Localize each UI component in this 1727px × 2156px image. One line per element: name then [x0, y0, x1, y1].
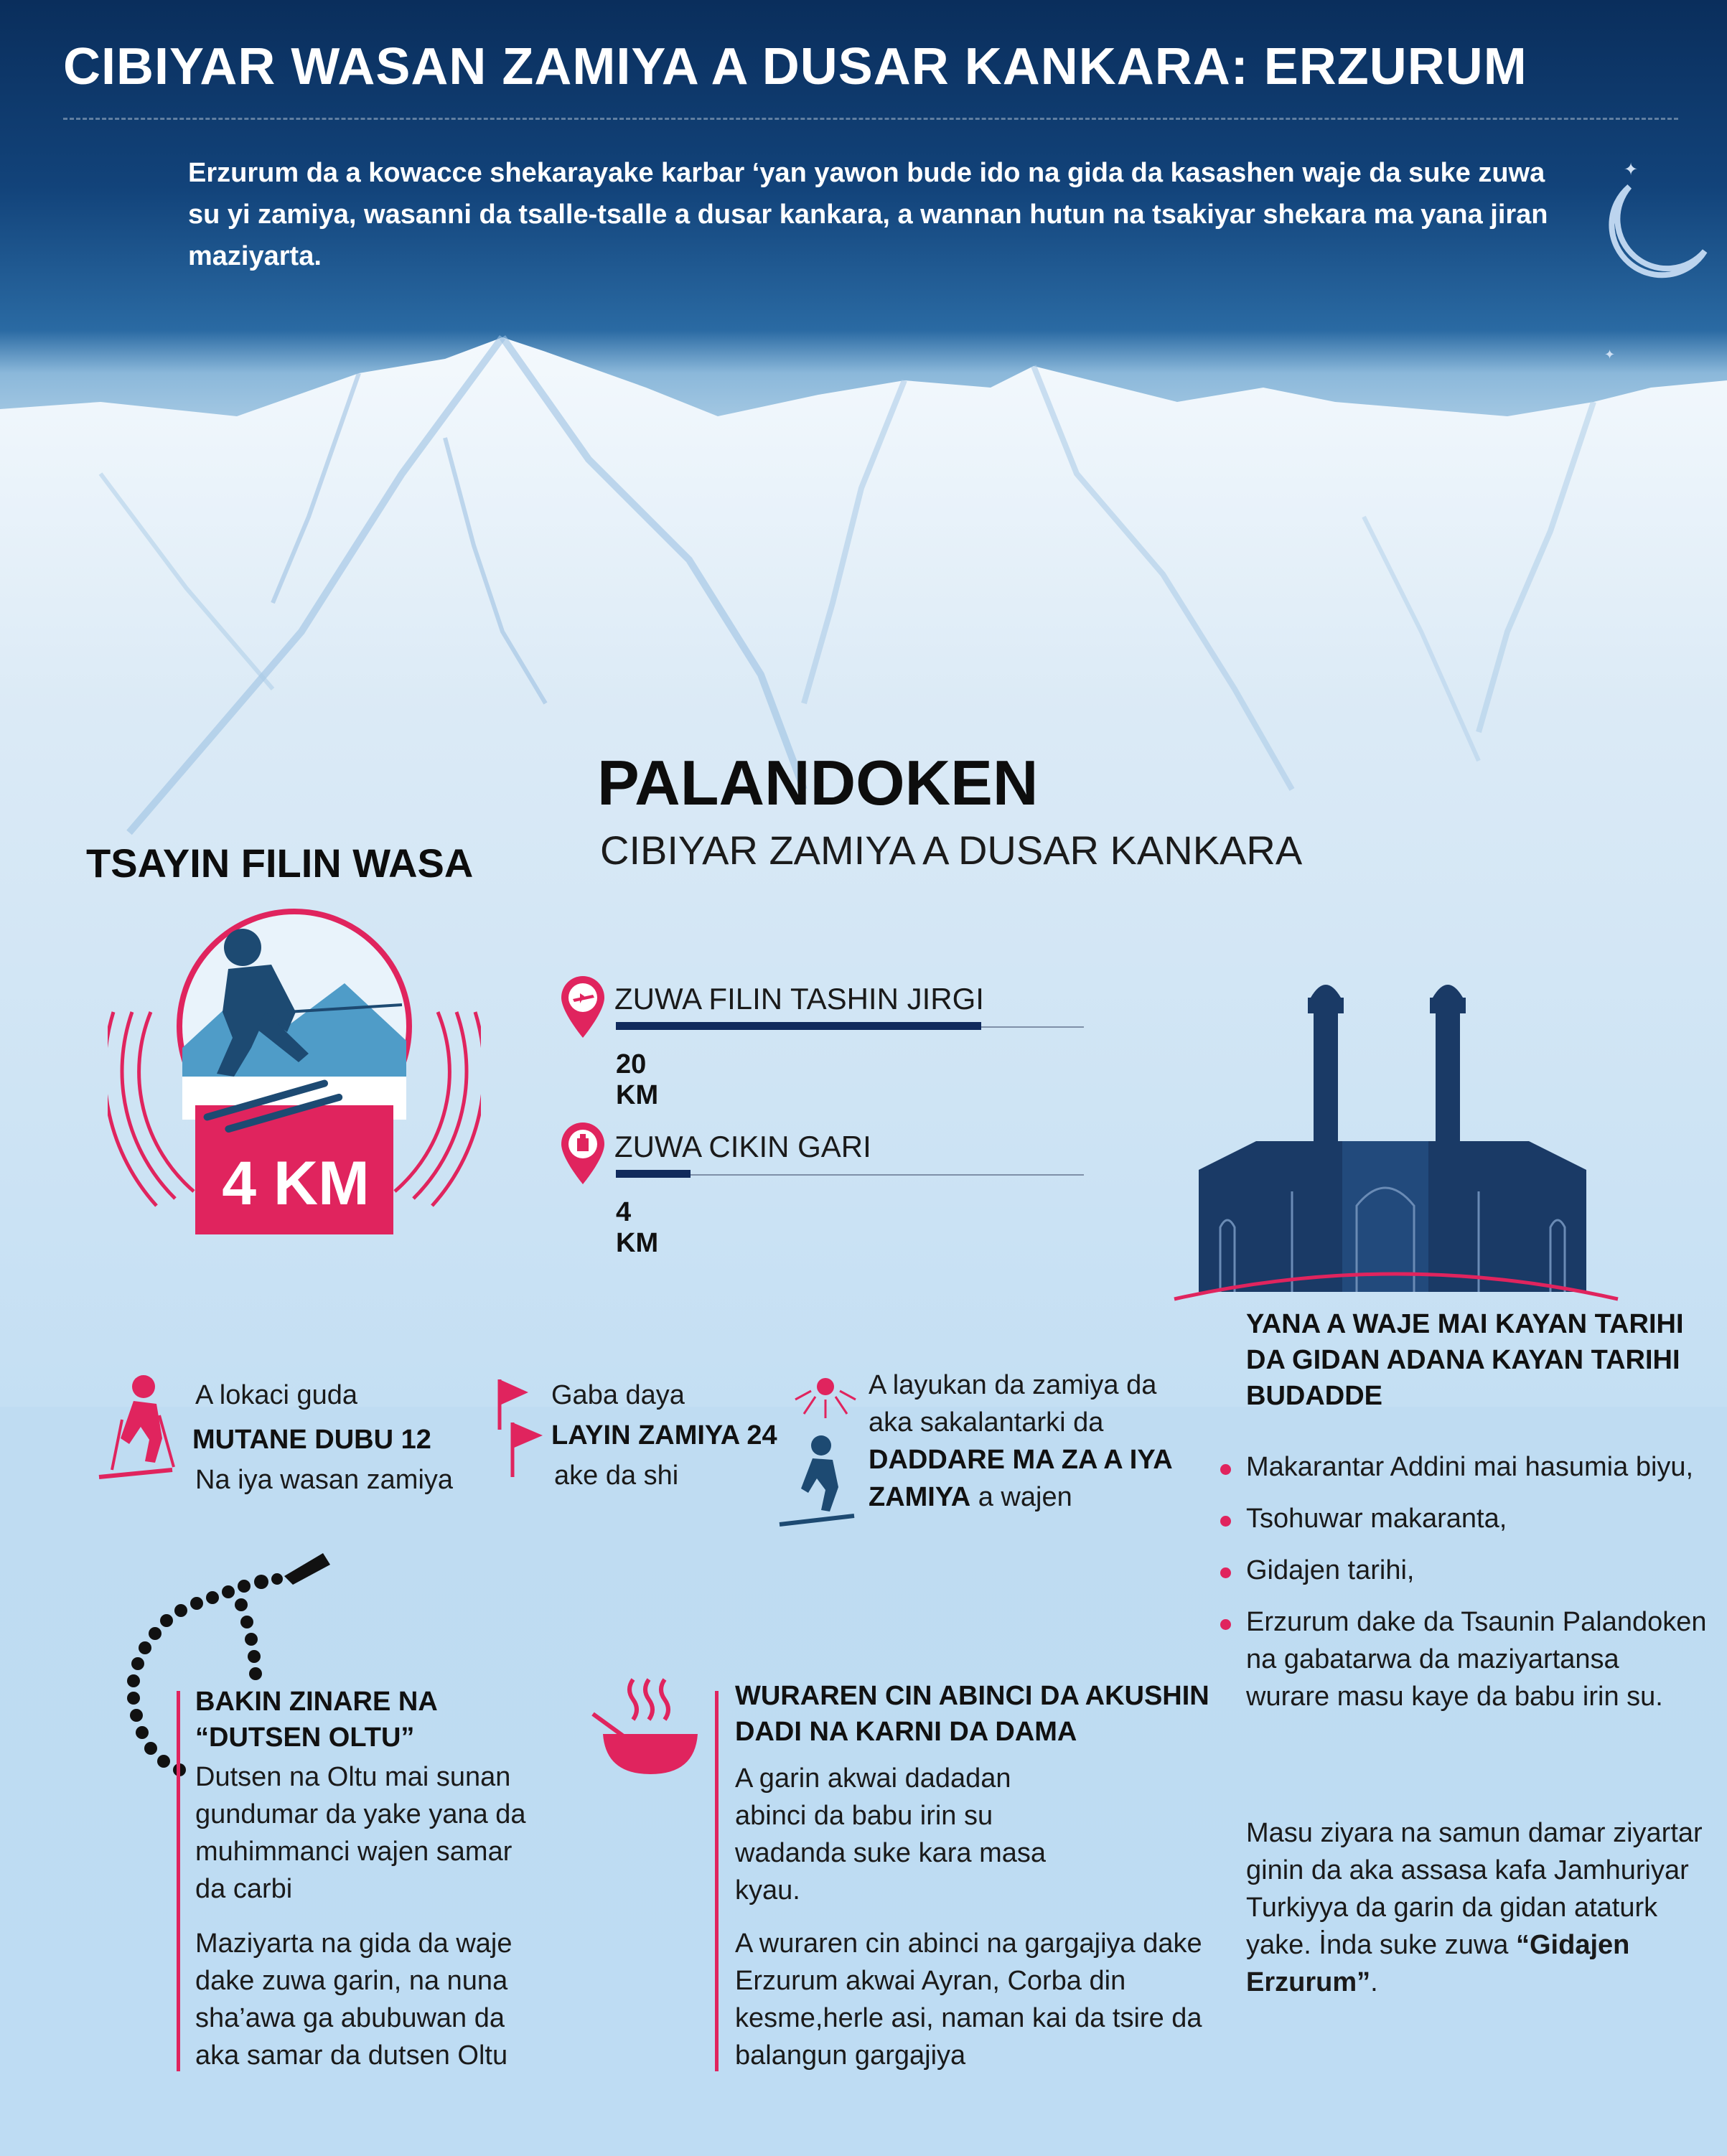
oltu-body-2: Maziyarta na gida da waje dake zuwa garin, na nuna sha’awa ga abubuwan da aka samar da dutsen Oltu [195, 1928, 513, 2071]
food-divider [715, 1691, 719, 2071]
night-skiing-bold-1: DADDARE MA ZA A IYA [869, 1445, 1173, 1475]
lifts-post: Na iya wasan zamiya [195, 1465, 454, 1495]
food-body-1: A garin akwai dadadan abinci da babu irin su wadanda suke kara masa kyau. [735, 1763, 1047, 1906]
page-title: CIBIYAR WASAN ZAMIYA A DUSAR KANKARA: ERZURUM [63, 38, 1527, 95]
night-post: a wajen [970, 1482, 1072, 1512]
flag-icon [491, 1372, 548, 1480]
city-pin-icon [558, 1121, 607, 1186]
city-distance-value: 4 KM [616, 1197, 659, 1258]
night-pre-1: A layukan da zamiya da [869, 1370, 1157, 1400]
bullet-dot [1220, 1516, 1231, 1527]
night-pre-2: aka sakalantarki da [869, 1407, 1104, 1438]
bullet-dot [1220, 1567, 1231, 1578]
bullet-dot [1220, 1464, 1231, 1475]
runs-post: ake da shi [554, 1461, 679, 1491]
resort-subtitle: CIBIYAR ZAMIYA A DUSAR KANKARA [600, 828, 1303, 873]
list-item: Gidajen tarihi, [1220, 1552, 1708, 1589]
airport-bar-fill [616, 1022, 981, 1030]
airport-label: ZUWA FILIN TASHIN JIRGI [614, 982, 984, 1016]
slope-length-value: 4 KM [222, 1149, 370, 1218]
svg-text:✦: ✦ [1624, 159, 1639, 179]
twin-minaret-madrasa-illustration [1170, 969, 1622, 1313]
title-divider [63, 118, 1678, 120]
food-body-2: A wuraren cin abinci na gargajiya dake Erzurum akwai Ayran, Corba din kesme,herle asi, naman kai da tsire da balangun gargajiya [735, 1928, 1202, 2071]
airport-distance-value: 20 KM [616, 1049, 659, 1110]
bullet-dot [1220, 1619, 1231, 1630]
runs-pre: Gaba daya [551, 1380, 685, 1410]
svg-text:✦: ✦ [1604, 347, 1616, 362]
slope-length-title: TSAYIN FILIN WASA [86, 840, 474, 886]
list-item: Makarantar Addini mai hasumia biyu, [1220, 1448, 1708, 1486]
list-item: Erzurum dake da Tsaunin Palandoken na gabatarwa da maziyartansa wurare masu kaye da babu irin su. [1220, 1603, 1708, 1715]
oltu-heading: BAKIN ZINARE NA “DUTSEN OLTU” [195, 1687, 437, 1753]
lifts-capacity: MUTANE DUBU 12 [192, 1425, 431, 1455]
night-skier-icon [775, 1371, 869, 1529]
city-bar-fill [616, 1170, 691, 1178]
airplane-pin-icon [558, 975, 607, 1039]
airport-bar-track [616, 1026, 1084, 1028]
skier-icon [93, 1369, 179, 1484]
oltu-body-1: Dutsen na Oltu mai sunan gundumar da yake yana da muhimmanci wajen samar da carbi [195, 1762, 526, 1904]
food-heading: WURAREN CIN ABINCI DA AKUSHIN DADI NA KARNI DA DAMA [735, 1681, 1209, 1747]
city-label: ZUWA CIKIN GARI [614, 1130, 871, 1163]
erzurum-houses-label: “Gidajen Erzurum” [1246, 1930, 1630, 1997]
list-item: Tsohuwar makaranta, [1220, 1500, 1708, 1537]
history-heading: YANA A WAJE MAI KAYAN TARIHI DA GIDAN ADANA KAYAN TARIHI BUDADDE [1246, 1309, 1684, 1411]
lifts-pre: A lokaci guda [195, 1380, 358, 1410]
resort-name: PALANDOKEN [597, 747, 1039, 818]
night-skiing-bold-2: ZAMIYA [869, 1482, 971, 1512]
intro-text: Erzurum da a kowacce shekarayake karbar ‘yan yawon bude ido na gida da kasashen waje da suke zuwa su yi zamiya, wasanni da tsalle-tsalle a dusar kankara, a wannan hutun na tsakiyar shekara ma yana jiran maziyarta. [188, 158, 1548, 271]
oltu-divider [177, 1691, 180, 2071]
history-list [1220, 1448, 1708, 1730]
soup-bowl-icon [589, 1672, 703, 1780]
history-extra-text: Masu ziyara na samun damar ziyartar ginin da aka assasa kafa Jamhuriyar Turkiyya da garin da gidan ataturk yake. İnda suke zuwa “Gidajen Erzurum”. [1246, 1818, 1703, 1997]
city-bar-track [616, 1174, 1084, 1176]
runs-count: LAYIN ZAMIYA 24 [551, 1420, 777, 1450]
